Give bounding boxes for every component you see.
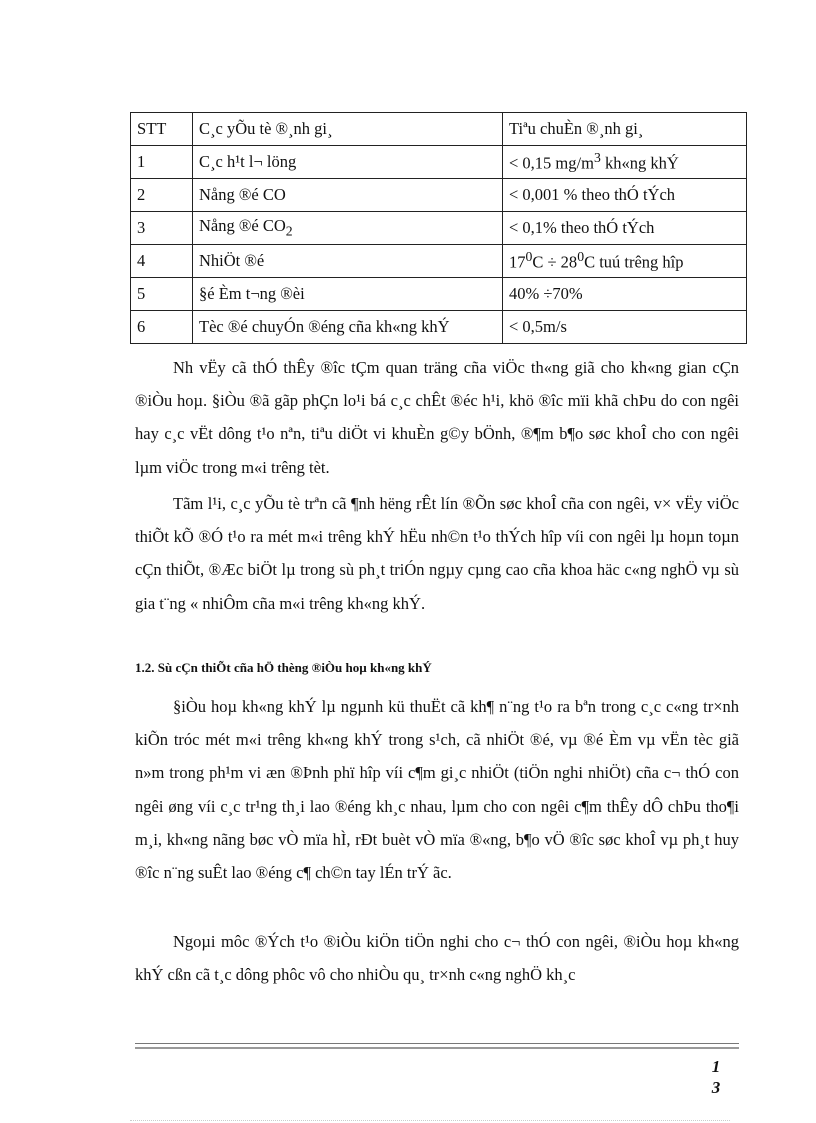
page-number-line: 1 <box>711 1057 721 1076</box>
paragraph-other-purposes <box>135 925 739 991</box>
paragraph-air-conditioning <box>135 690 739 889</box>
table-row <box>131 311 747 344</box>
header-stt: STT <box>131 113 193 146</box>
row-stt: 3 <box>131 212 193 245</box>
paragraph-summary <box>135 487 739 620</box>
standard-sup: 0 <box>577 249 585 265</box>
row-factor: C¸c h¹t l¬ löng <box>193 146 503 179</box>
paragraph-text: §iÒu hoµ kh«ng khÝ lµ ngµnh kü thuËt cã kh¶ n¨ng t¹o ra bªn trong c¸c c«ng tr×nh kiÕn tróc mét m«i trêng kh«ng khÝ trong s¹ch, cã nhiÖt ®é, vµ ®é Èm vµ vËn tèc giã n»m trong ph¹m vi æn ®Þnh phï hîp víi c¶m gi¸c nhiÖt (tiÖn nghi nhiÖt) cña c¬ thÓ con ngêi øng víi c¸c tr¹ng th¸i lao ®éng kh¸c nhau, lµm cho con ngêi c¶m thÊy dÔ chÞu tho¶i m¸i, kh«ng nãng bøc vÒ mïa hÌ, rÐt buèt vÒ mïa ®«ng, b¶o vÖ ®îc søc khoÎ vµ ph¸t huy ®îc n¨ng suÊt lao ®éng c¶ ch©n tay lÉn trÝ ãc. <box>135 697 739 883</box>
standard-text: 17 <box>509 252 526 272</box>
row-factor: §é Èm t¬ng ®èi <box>193 278 503 311</box>
header-factor: C¸c yÕu tè ®¸nh gi¸ <box>193 113 503 146</box>
table-row <box>131 146 747 179</box>
page-number-line: 3 <box>711 1078 721 1097</box>
paragraph-text: Tãm l¹i, c¸c yÕu tè trªn cã ¶nh hëng rÊt lín ®Õn søc khoÎ cña con ngêi, v× vËy viÖc thiÕt kÕ ®Ó t¹o ra mét m«i trêng khÝ hËu nh©n t¹o thÝch hîp víi con ngêi lµ hoµn toµn cÇn thiÕt, ®Æc biÖt lµ trong sù ph¸t triÓn ngµy cµng cao cña khoa häc c«ng nghÖ vµ sù gia t¨ng « nhiÔm cña m«i trêng kh«ng khÝ. <box>135 494 739 613</box>
row-standard: < 0,1% theo thÓ tÝch <box>503 212 747 245</box>
footer-rule <box>135 1043 739 1044</box>
row-factor: Nång ®é CO <box>193 179 503 212</box>
table-row <box>131 245 747 278</box>
paragraph-text: Nh vËy cã thÓ thÊy ®îc tÇm quan träng cña viÖc th«ng giã cho kh«ng gian cÇn ®iÒu hoµ. §iÒu ®ã gãp phÇn lo¹i bá c¸c chÊt ®éc h¹i, khö ®îc mïi khã chÞu do con ngêi hay c¸c vËt dông t¹o nªn, tiªu diÖt vi khuÈn g©y bÖnh, ®¶m b¶o søc khoÎ cho con ngêi lµm viÖc trong m«i trêng tèt. <box>135 358 739 477</box>
table-row <box>131 179 747 212</box>
standard-sup: 0 <box>525 249 533 265</box>
section-heading: 1.2. Sù cÇn thiÕt cña hÖ thèng ®iÒu hoµ kh«ng khÝ <box>135 660 432 675</box>
table-row <box>131 278 747 311</box>
row-standard: 40% ÷70% <box>503 278 747 311</box>
factor-sub: 2 <box>285 223 293 239</box>
table-row <box>131 212 747 245</box>
criteria-table <box>130 112 747 344</box>
row-standard: < 0,001 % theo thÓ tÝch <box>503 179 747 212</box>
paragraph-ventilation-importance <box>135 351 739 484</box>
paragraph-text: Ngoµi môc ®Ých t¹o ®iÒu kiÖn tiÖn nghi cho c¬ thÓ con ngêi, ®iÒu hoµ kh«ng khÝ cßn cã t¸c dông phôc vô cho nhiÒu qu¸ tr×nh c«ng nghÖ kh¸c <box>135 932 739 985</box>
bottom-dotted-border <box>130 1120 730 1121</box>
row-factor: NhiÖt ®é <box>193 245 503 278</box>
table-header-row <box>131 113 747 146</box>
row-standard <box>503 245 747 278</box>
standard-tail: C tuú trêng hîp <box>584 252 684 272</box>
standard-mid: C ÷ 28 <box>532 252 578 272</box>
row-stt: 2 <box>131 179 193 212</box>
footer-rule <box>135 1047 739 1049</box>
row-stt: 6 <box>131 311 193 344</box>
standard-sup: 3 <box>593 150 601 166</box>
factor-text: Nång ®é CO <box>199 216 286 236</box>
row-standard: < 0,5m/s <box>503 311 747 344</box>
row-standard <box>503 146 747 179</box>
page-number <box>704 1056 728 1098</box>
standard-tail: kh«ng khÝ <box>600 153 679 173</box>
row-stt: 1 <box>131 146 193 179</box>
row-stt: 5 <box>131 278 193 311</box>
row-factor: Tèc ®é chuyÓn ®éng cña kh«ng khÝ <box>193 311 503 344</box>
standard-text: < 0,15 mg/m <box>509 153 594 173</box>
row-stt: 4 <box>131 245 193 278</box>
header-standard: Tiªu chuÈn ®¸nh gi¸ <box>503 113 747 146</box>
row-factor <box>193 212 503 245</box>
